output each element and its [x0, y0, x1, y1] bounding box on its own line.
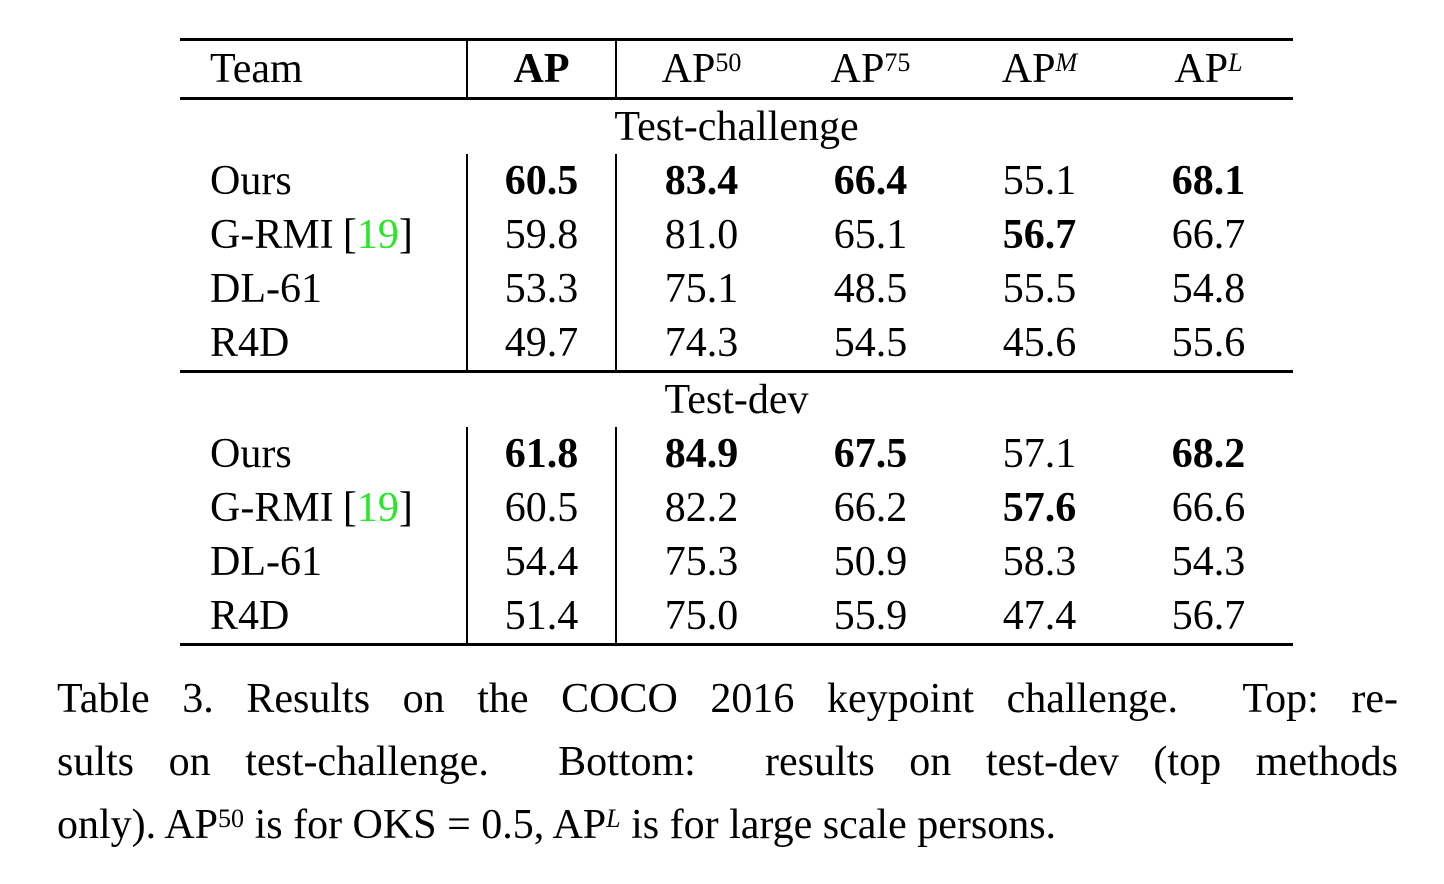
metric-cell-ap75: 65.1: [833, 212, 908, 258]
superscript: 50: [715, 48, 742, 78]
superscript: M: [1055, 48, 1078, 78]
citation-bracket: ]: [398, 212, 413, 258]
column-label: Team: [210, 46, 303, 92]
metric-cell-apl: 66.6: [1171, 485, 1246, 531]
metric-cell-apl: 55.6: [1171, 320, 1246, 366]
metric-cell-ap50: 82.2: [664, 485, 739, 531]
team-name: R4D: [210, 593, 290, 639]
metric-cell-apm: 57.1: [1002, 431, 1077, 477]
citation-link[interactable]: 19: [356, 212, 399, 258]
section-title: Test-challenge: [614, 104, 859, 150]
metric-cell-ap50: 75.1: [664, 266, 739, 312]
metric-cell-ap75: 48.5: [833, 266, 908, 312]
metric-cell-apm: 55.5: [1002, 266, 1077, 312]
metric-cell-apl: 56.7: [1171, 593, 1246, 639]
citation-bracket: [: [342, 212, 357, 258]
metric-cell-apm: 56.7: [1002, 212, 1077, 258]
metric-cell-apm: 55.1: [1002, 158, 1077, 204]
team-name: Ours: [210, 158, 292, 204]
team-name: R4D: [210, 320, 290, 366]
metric-cell-ap: 60.5: [468, 481, 617, 535]
metric-cell-ap50: 81.0: [664, 212, 739, 258]
team-name: Ours: [210, 431, 292, 477]
metric-cell-ap50: 84.9: [664, 431, 739, 477]
team-cell: [180, 481, 468, 535]
citation-19: [343, 211, 413, 259]
metric-cell-apl: 68.2: [1171, 431, 1246, 477]
metric-cell-ap: 53.3: [468, 262, 617, 316]
superscript: 50: [218, 804, 245, 834]
metric-cell-ap75: 55.9: [833, 593, 908, 639]
team-name: DL-61: [210, 539, 322, 585]
team-cell: [180, 154, 468, 208]
table-row: [180, 154, 1293, 208]
column-header-ap75: [786, 41, 955, 97]
column-label: AP$^{75}$: [830, 46, 911, 92]
column-header-apm: [955, 41, 1124, 97]
column-header-team: [180, 41, 468, 97]
metric-cell-apl: 54.8: [1171, 266, 1246, 312]
section-title-test-challenge: [180, 100, 1293, 154]
table-row: [180, 481, 1293, 535]
citation-bracket: ]: [398, 485, 413, 531]
team-cell: [180, 262, 468, 316]
metric-cell-ap75: 66.4: [833, 158, 908, 204]
metric-cell-ap50: 83.4: [664, 158, 739, 204]
column-label: $AP^M$: [1001, 46, 1078, 92]
team-cell: [180, 535, 468, 589]
metric-cell-apl: 66.7: [1171, 212, 1246, 258]
metric-cell-ap75: 50.9: [833, 539, 908, 585]
metric-cell-apl: 68.1: [1171, 158, 1246, 204]
metric-cell-ap75: 67.5: [833, 431, 908, 477]
citation-link[interactable]: 19: [356, 485, 399, 531]
metric-cell-ap: 61.8: [468, 427, 617, 481]
table-row: [180, 316, 1293, 370]
team-cell: [180, 208, 468, 262]
metric-cell-apm: 47.4: [1002, 593, 1077, 639]
metric-cell-ap75: 54.5: [833, 320, 908, 366]
table-bottom-rule: [180, 643, 1293, 646]
metric-cell-ap50: 75.0: [664, 593, 739, 639]
column-label: AP$^{50}$: [661, 46, 742, 92]
caption-line-1: Table 3. Results on the COCO 2016 keypoint challenge. Top: re-: [57, 676, 1398, 722]
metric-cell-ap: 60.5: [468, 154, 617, 208]
table-row: [180, 427, 1293, 481]
column-header-ap50: [617, 41, 786, 97]
table-row: [180, 535, 1293, 589]
metric-cell-ap50: 74.3: [664, 320, 739, 366]
metric-cell-apl: 54.3: [1171, 539, 1246, 585]
team-cell: [180, 316, 468, 370]
superscript: L: [1228, 48, 1243, 78]
superscript: L: [606, 804, 621, 834]
metric-cell-ap: 59.8: [468, 208, 617, 262]
section-title-test-dev: [180, 373, 1293, 427]
metric-cell-apm: 57.6: [1002, 485, 1077, 531]
metric-cell-ap: 51.4: [468, 589, 617, 643]
results-table: [180, 38, 1293, 646]
citation-bracket: [: [342, 485, 357, 531]
column-label: $AP^L$: [1174, 46, 1243, 92]
team-cell: [180, 589, 468, 643]
metric-cell-apm: 45.6: [1002, 320, 1077, 366]
team-name: DL-61: [210, 266, 322, 312]
caption-line-2: sults on test-challenge. Bottom: results on test-dev (top methods: [57, 739, 1398, 785]
table-row: [180, 262, 1293, 316]
superscript: 75: [884, 48, 911, 78]
table-caption: [57, 668, 1398, 857]
column-header-apl: [1124, 41, 1293, 97]
team-cell: [180, 427, 468, 481]
metric-cell-ap: 49.7: [468, 316, 617, 370]
metric-cell-apm: 58.3: [1002, 539, 1077, 585]
team-name: G-RMI: [210, 485, 334, 531]
column-label: AP: [513, 46, 570, 92]
column-header-ap: [468, 41, 617, 97]
table-header-row: [180, 41, 1293, 97]
caption-line-3: only). AP$^{50}$ is for OKS = 0.5, $AP^L$ is for large scale persons.: [57, 802, 1057, 848]
team-name: G-RMI: [210, 212, 334, 258]
table-row: [180, 208, 1293, 262]
metric-cell-ap: 54.4: [468, 535, 617, 589]
metric-cell-ap75: 66.2: [833, 485, 908, 531]
table-row: [180, 589, 1293, 643]
section-title: Test-dev: [664, 377, 809, 423]
metric-cell-ap50: 75.3: [664, 539, 739, 585]
citation-19: [343, 484, 413, 532]
